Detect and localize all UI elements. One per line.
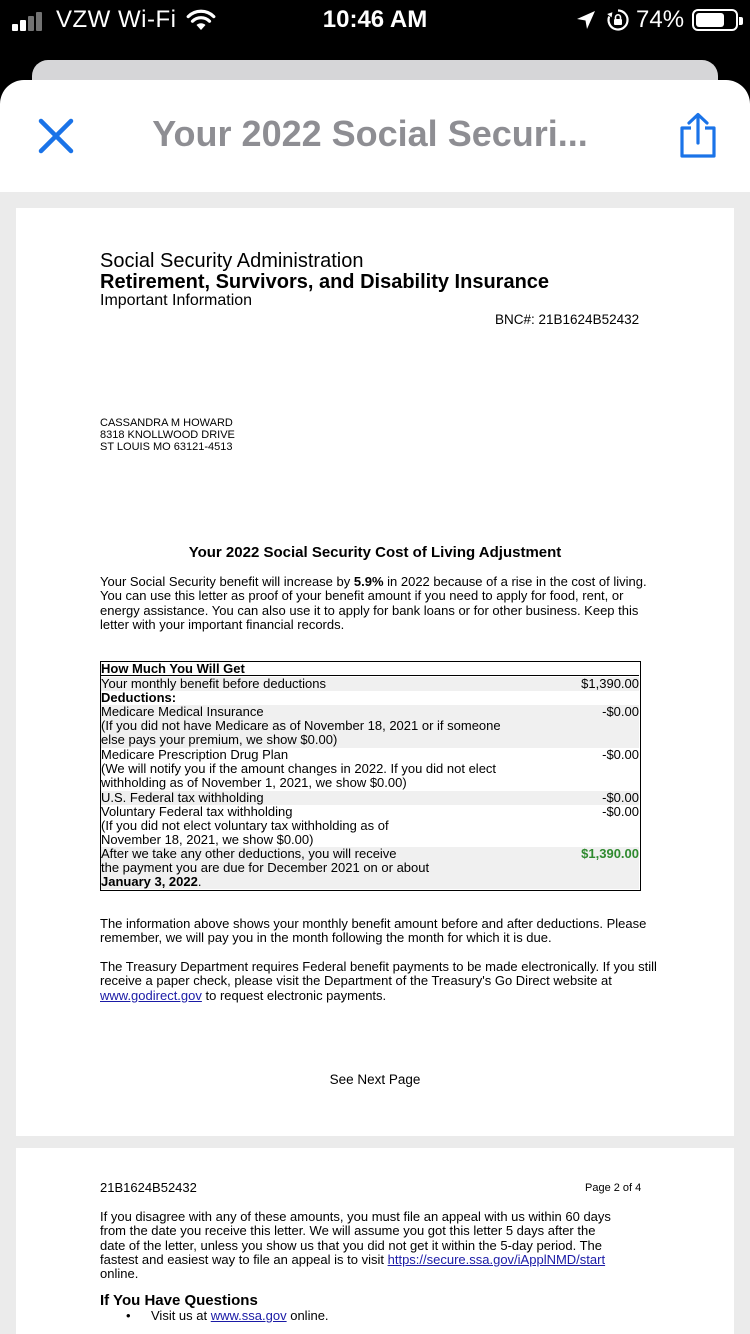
table-row: After we take any other deductions, you will receive the payment you are due for December 2021 on or about January 3, 2022. $1,390.00 <box>101 846 639 889</box>
pdf-page-2 <box>16 1148 734 1334</box>
agency-name: Social Security Administration <box>100 250 364 272</box>
clock: 10:46 AM <box>322 6 428 33</box>
appeal-paragraph: If you disagree with any of these amounts, you must file an appeal with us within 60 days from the date you receive this letter. We will assume you got this letter 5 days after the date of the letter, unless you show us that you did not get it within the 5-day period. The fastest and easiest way to file an appeal is to visit https://secure.ssa.gov/iApplNMD/start online. <box>100 1209 611 1282</box>
payment-date: January 3, 2022 <box>101 874 198 889</box>
status-bar <box>0 0 750 40</box>
table-row: U.S. Federal tax withholding -$0.00 <box>101 790 639 805</box>
monthly-benefit-amount: $1,390.00 <box>581 676 639 691</box>
viewer-header <box>0 80 750 192</box>
close-icon[interactable] <box>36 116 76 156</box>
deductions-heading: Deductions: <box>101 690 177 705</box>
table-row: Medicare Prescription Drug Plan (We will notify you if the amount changes in 2022. If you did not elect withholding as of November 1, 2021, we show $0.00) -$0.00 <box>101 747 639 790</box>
treasury-paragraph: The Treasury Department requires Federal benefit payments to be made electronically. If you still receive a paper check, please visit the Department of the Treasury's Go Direct website at www.godirect.gov to request electronic payments. <box>100 959 657 1003</box>
pdf-page-1 <box>16 208 734 1136</box>
godirect-link[interactable]: www.godirect.gov <box>100 987 202 1003</box>
share-icon[interactable] <box>676 112 720 160</box>
location-arrow-icon <box>576 10 596 30</box>
table-row: Voluntary Federal tax withholding (If you did not elect voluntary tax withholding as of November 18, 2021, we show $0.00) -$0.00 <box>101 804 639 847</box>
battery-percent: 74% <box>636 6 685 33</box>
table-heading: How Much You Will Get <box>101 661 245 676</box>
appeal-link[interactable]: https://secure.ssa.gov/iApplNMD/start <box>387 1251 606 1267</box>
intro-paragraph: Your Social Security benefit will increase by 5.9% in 2022 because of a rise in the cost of living. You can use this letter as proof of your benefit amount if you need to apply for food, rent, or energy assistance. You can also use it to apply for bank loans or for other business. Keep this letter with your important financial records. <box>100 574 647 632</box>
bnc-number: BNC#: 21B1624B52432 <box>495 312 640 327</box>
ssa-link[interactable]: www.ssa.gov <box>210 1308 287 1323</box>
address-line: CASSANDRA M HOWARD <box>100 417 233 429</box>
carrier-label: VZW Wi-Fi <box>56 6 177 33</box>
document-viewer-sheet <box>0 80 750 1334</box>
battery-icon <box>692 9 738 31</box>
medical-insurance-amount: -$0.00 <box>602 704 639 719</box>
voluntary-tax-amount: -$0.00 <box>602 804 639 819</box>
address-line: ST LOUIS MO 63121-4513 <box>100 441 233 453</box>
letter-title: Your 2022 Social Security Cost of Living Adjustment <box>188 544 562 561</box>
letter-id: 21B1624B52432 <box>100 1180 197 1195</box>
pdf-scroll-area[interactable] <box>0 192 750 1334</box>
table-row <box>101 662 639 676</box>
benefit-table <box>100 661 641 891</box>
page-number: Page 2 of 4 <box>585 1182 642 1194</box>
net-benefit-amount: $1,390.00 <box>581 846 639 861</box>
table-row: Medicare Medical Insurance (If you did not have Medicare as of November 18, 2021 or if someone else pays your premium, we show $0.00) -$0.00 <box>101 704 639 747</box>
federal-tax-amount: -$0.00 <box>602 790 639 805</box>
rotation-lock-icon <box>606 8 630 32</box>
document-title: Your 2022 Social Securi... <box>152 113 588 154</box>
bullet: • <box>126 1308 131 1323</box>
address-line: 8318 KNOLLWOOD DRIVE <box>100 429 235 441</box>
see-next-page: See Next Page <box>329 1072 421 1087</box>
program-name: Retirement, Survivors, and Disability Insurance <box>100 271 550 293</box>
letter-subtitle: Important Information <box>100 292 253 309</box>
table-row <box>101 677 639 691</box>
visit-line: Visit us at www.ssa.gov online. <box>151 1308 329 1323</box>
increase-percent: 5.9% <box>353 574 384 589</box>
table-row <box>101 691 639 705</box>
questions-heading: If You Have Questions <box>100 1292 258 1309</box>
drug-plan-amount: -$0.00 <box>602 747 639 762</box>
info-paragraph: The information above shows your monthly benefit amount before and after deductions. Please remember, we will pay you in the month following the month for which it is due. <box>100 916 647 946</box>
monthly-benefit-label: Your monthly benefit before deductions <box>101 676 327 691</box>
